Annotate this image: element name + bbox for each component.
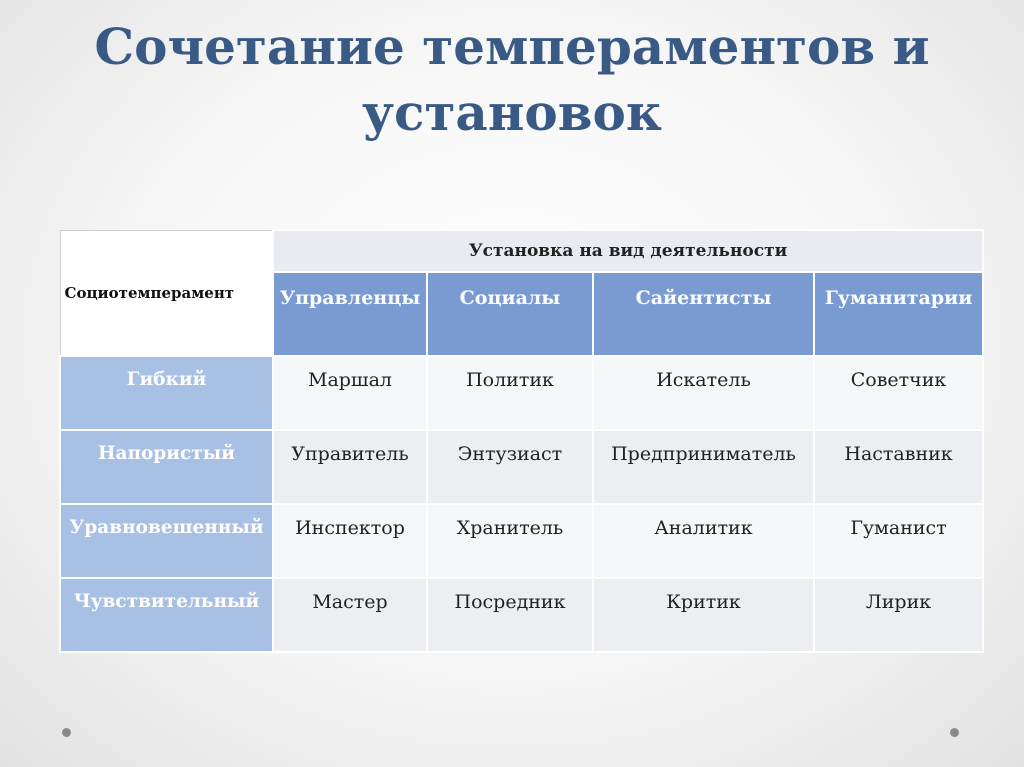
temperament-table (59, 229, 984, 653)
title-line-1: Сочетание темпераментов и (94, 17, 930, 76)
table-cell: Советчик (814, 356, 983, 430)
table-cell: Инспектор (273, 504, 427, 578)
table-cell: Политик (427, 356, 593, 430)
table-row (60, 578, 983, 652)
slide-title (40, 14, 984, 146)
decorative-dot-left (62, 728, 71, 737)
table-cell: Искатель (593, 356, 814, 430)
row-header: Уравновешенный (60, 504, 273, 578)
table-cell: Энтузиаст (427, 430, 593, 504)
table-row (60, 356, 983, 430)
table-row (60, 430, 983, 504)
table-cell: Предприниматель (593, 430, 814, 504)
table-header-row (60, 230, 983, 272)
decorative-dot-right (950, 728, 959, 737)
table-cell: Управитель (273, 430, 427, 504)
title-line-2: установок (362, 83, 662, 142)
super-header: Установка на вид деятельности (273, 230, 983, 272)
column-header: Управленцы (273, 272, 427, 356)
table-cell: Наставник (814, 430, 983, 504)
table-cell: Гуманист (814, 504, 983, 578)
corner-header: Социотемперамент (60, 230, 273, 356)
table-cell: Лирик (814, 578, 983, 652)
table-cell: Критик (593, 578, 814, 652)
table-cell: Посредник (427, 578, 593, 652)
row-header: Напористый (60, 430, 273, 504)
row-header: Гибкий (60, 356, 273, 430)
column-header: Сайентисты (593, 272, 814, 356)
table-cell: Аналитик (593, 504, 814, 578)
column-header: Гуманитарии (814, 272, 983, 356)
table-cell: Маршал (273, 356, 427, 430)
column-header: Социалы (427, 272, 593, 356)
row-header: Чувствительный (60, 578, 273, 652)
table-cell: Мастер (273, 578, 427, 652)
table-cell: Хранитель (427, 504, 593, 578)
table-row (60, 504, 983, 578)
